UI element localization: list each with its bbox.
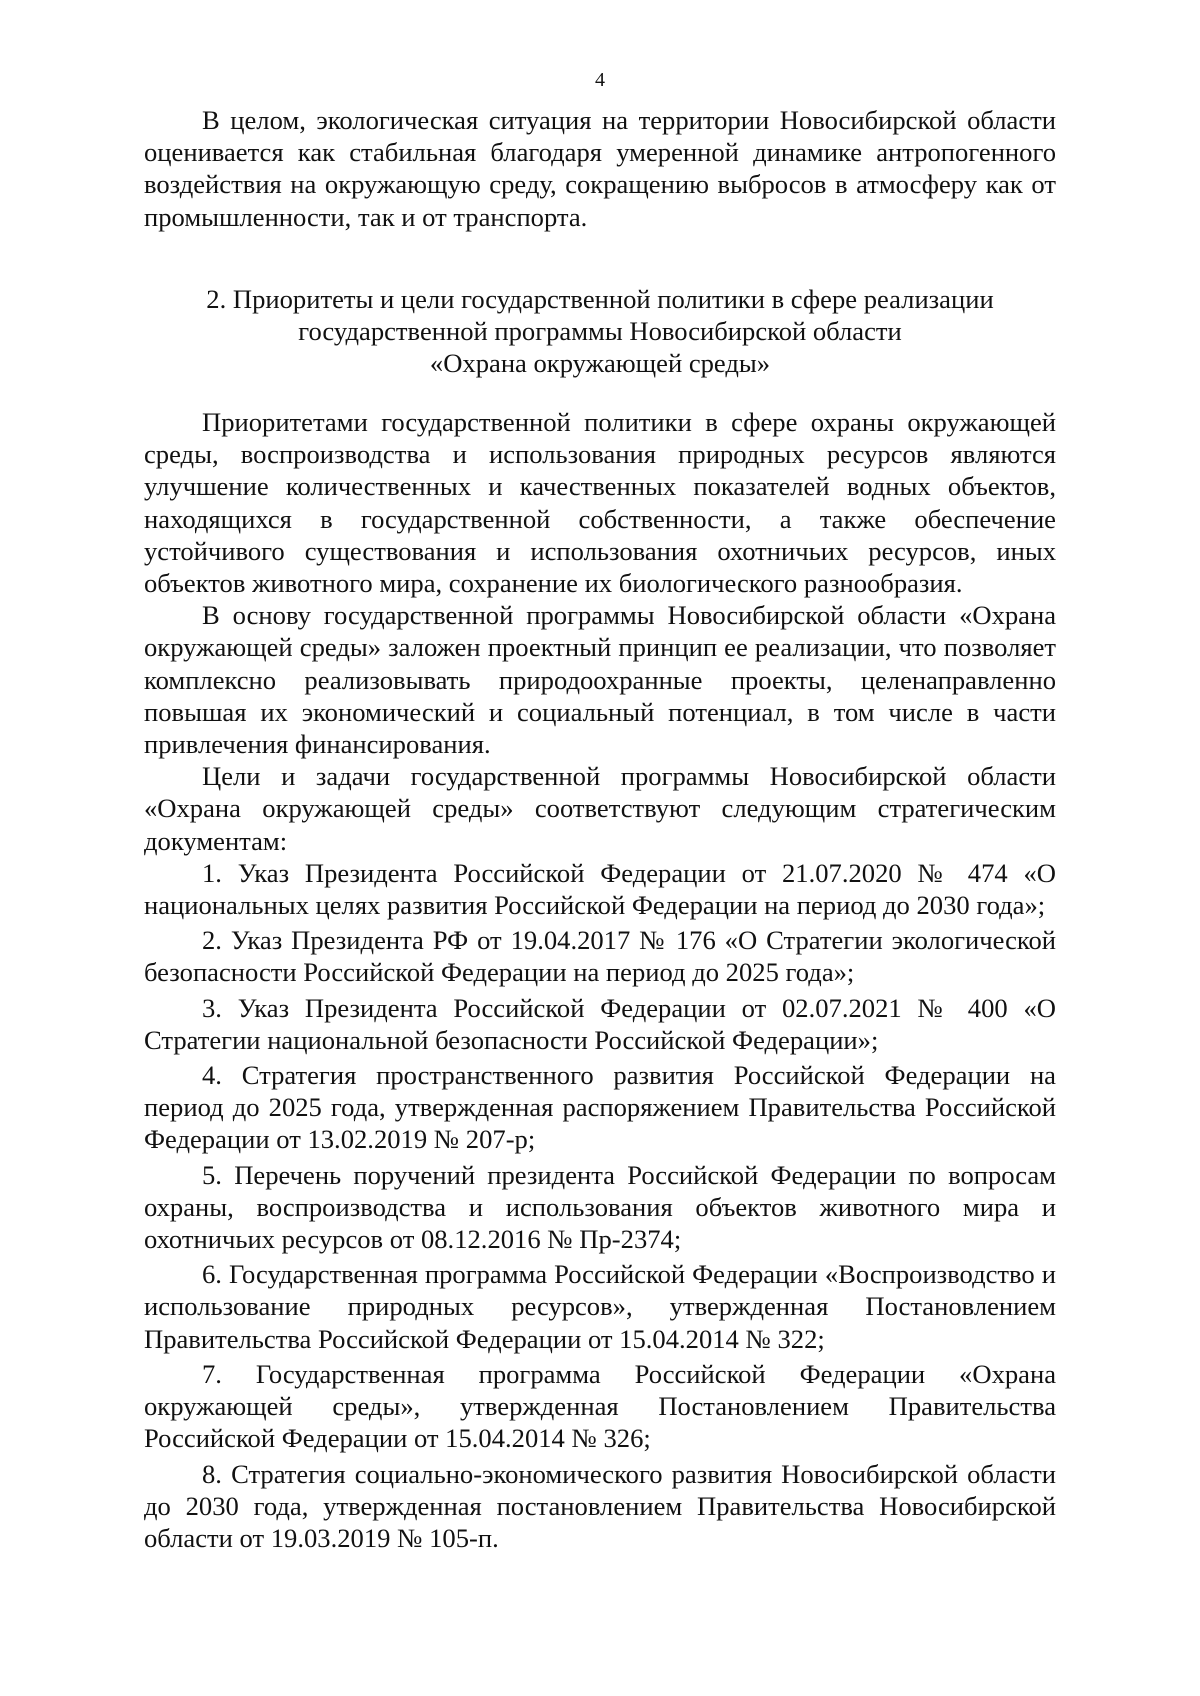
- section-heading-line-1: 2. Приоритеты и цели государственной политики в сфере реализации: [206, 284, 994, 314]
- page-number: 4: [595, 69, 605, 91]
- list-item-text: Стратегия пространственного развития Российской Федерации на период до 2025 года, утвержденная распоряжением Правительства Российской Федерации от 13.02.2019 № 207-р;: [144, 1060, 1056, 1155]
- list-item: [144, 992, 1056, 1056]
- list-item: [144, 1358, 1056, 1455]
- list-item: [144, 924, 1056, 988]
- intro-paragraph: В целом, экологическая ситуация на территории Новосибирской области оценивается как стабильная благодаря умеренной динамике антропогенного воздействия на окружающую среду, сокращению выбросов в атмосферу как от промышленности, так и от транспорта.: [144, 105, 1056, 232]
- goals-paragraph: Цели и задачи государственной программы Новосибирской области «Охрана окружающей среды» соответствуют следующим стратегическим документам:: [144, 761, 1056, 856]
- list-item-text: Указ Президента РФ от 19.04.2017 № 176 «О Стратегии экологической безопасности Российской Федерации на период до 2025 года»;: [144, 925, 1056, 988]
- strategic-documents-list: [144, 857, 1056, 1554]
- section-heading-line-2: государственной программы Новосибирской области: [298, 316, 902, 347]
- list-item-number: 5.: [202, 1159, 222, 1190]
- list-item: [144, 1059, 1056, 1156]
- list-item: [144, 1258, 1056, 1355]
- list-item-text: Государственная программа Российской Федерации «Охрана окружающей среды», утвержденная Постановлением Правительства Российской Федерации от 15.04.2014 № 326;: [144, 1358, 1056, 1454]
- list-item-number: 3.: [202, 992, 222, 1023]
- priorities-paragraph: Приоритетами государственной политики в сфере охраны окружающей среды, воспроизводства и использования природных ресурсов являются улучшение количественных и качественных показателей водных объектов, находящихся в государственной собственности, а также обеспечение устойчивого существования и использования охотничьих ресурсов, иных объектов животного мира, сохранение их биологического разнообразия.: [144, 407, 1056, 599]
- list-item-text: Стратегия социально-экономического развития Новосибирской области до 2030 года, утвержденная постановлением Правительства Новосибирской области от 19.03.2019 № 105-п.: [144, 1458, 1056, 1553]
- section-heading-line-3: «Охрана окружающей среды»: [429, 348, 771, 379]
- intro-section: [144, 104, 1056, 233]
- list-item-text: Перечень поручений президента Российской Федерации по вопросам охраны, воспроизводства и использования объектов животного мира и охотничьих ресурсов от 08.12.2016 № Пр-2374;: [144, 1159, 1056, 1255]
- list-item-number: 8.: [202, 1458, 222, 1489]
- list-item-text: Указ Президента Российской Федерации от 21.07.2020 № 474 «О национальных целях развития Российской Федерации на период до 2030 года»;: [144, 857, 1056, 921]
- list-item: [144, 857, 1056, 921]
- list-item-text: Государственная программа Российской Федерации «Воспроизводство и использование природных ресурсов», утвержденная Постановлением Правительства Российской Федерации от 15.04.2014 № 322;: [144, 1259, 1056, 1354]
- list-item: [144, 1159, 1056, 1256]
- list-item-number: 7.: [202, 1358, 222, 1389]
- list-item-number: 2.: [202, 925, 222, 956]
- section-heading: [144, 283, 1056, 380]
- list-item-text: Указ Президента Российской Федерации от 02.07.2021 № 400 «О Стратегии национальной безопасности Российской Федерации»;: [144, 992, 1056, 1055]
- list-item: [144, 1458, 1056, 1555]
- project-principle-paragraph: В основу государственной программы Новосибирской области «Охрана окружающей среды» заложен проектный принцип ее реализации, что позволяет комплексно реализовывать природоохранные проекты, целенаправленно повышая их экономический и социальный потенциал, в том числе в части привлечения финансирования.: [144, 600, 1056, 760]
- list-item-number: 4.: [202, 1060, 222, 1091]
- list-item-number: 6.: [202, 1259, 222, 1290]
- list-item-number: 1.: [202, 857, 222, 888]
- section-body: [144, 406, 1056, 1557]
